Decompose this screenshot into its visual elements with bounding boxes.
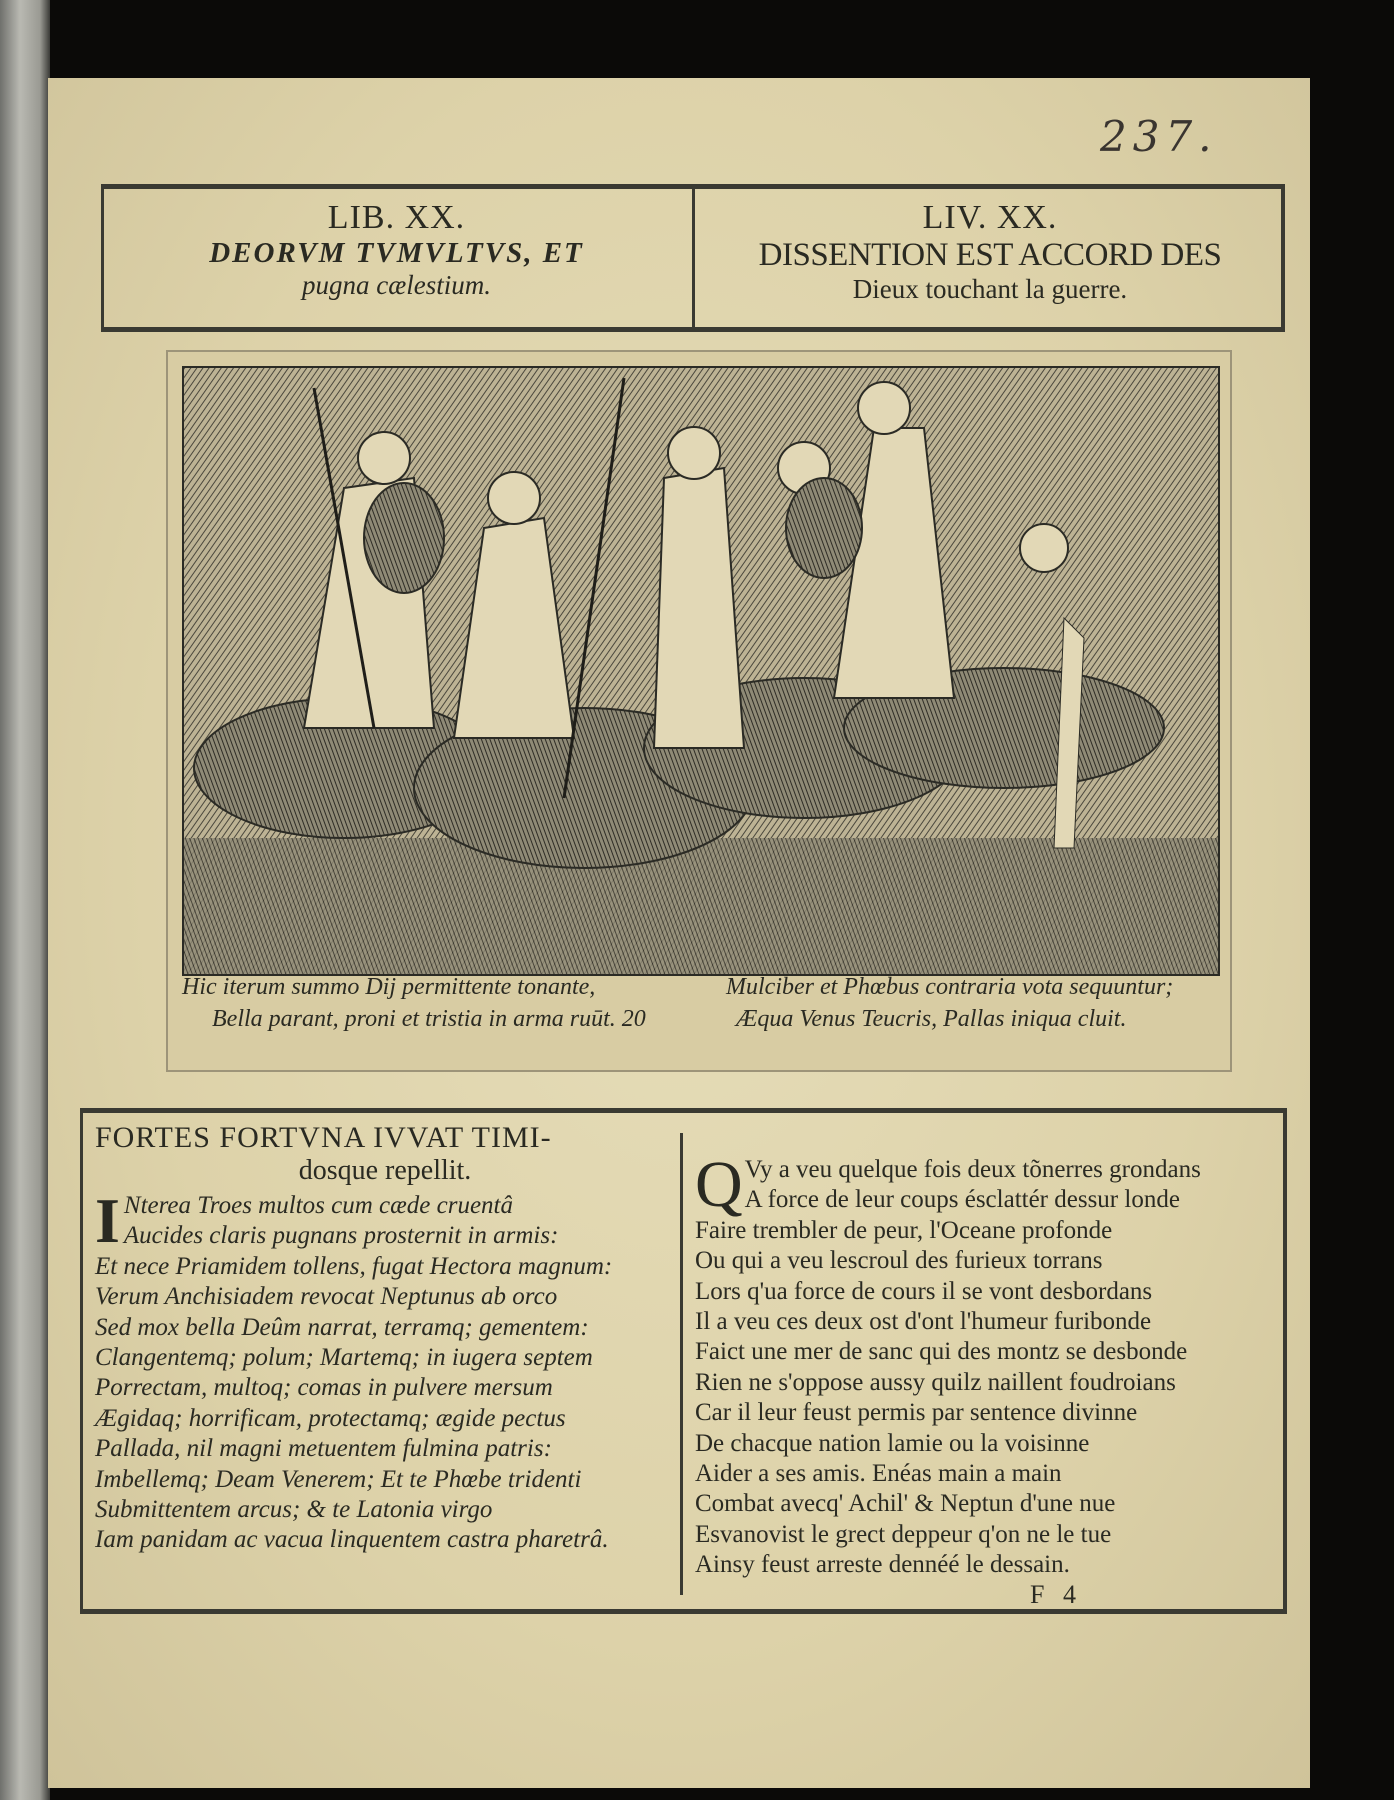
latin-line: Submittentem arcus; & te Latonia virgo bbox=[95, 1496, 493, 1524]
french-line: Combat avecq' Achil' & Neptun d'une nue bbox=[695, 1490, 1116, 1518]
latin-line: Iam panidam ac vacua linquentem castra pharetrâ. bbox=[95, 1526, 609, 1554]
french-heading bbox=[692, 189, 1285, 327]
french-line: Rien ne s'oppose aussy quilz naillent foudroians bbox=[695, 1368, 1176, 1396]
signature-mark: F 4 bbox=[1030, 1580, 1082, 1609]
french-title: DISSENTION EST ACCORD DES bbox=[758, 237, 1222, 273]
french-line: Esvanovist le grect deppeur q'on ne le tue bbox=[695, 1520, 1112, 1548]
engraving-image bbox=[182, 366, 1220, 976]
caption-left-line-1: Hic iterum summo Dij permittente tonante, bbox=[182, 974, 596, 1000]
latin-verse-column bbox=[95, 1121, 675, 1556]
caption-right-line-2: Æqua Venus Teucris, Pallas iniqua cluit. bbox=[736, 1006, 1127, 1032]
french-line: Il a veu ces deux ost d'ont l'humeur furibonde bbox=[695, 1308, 1152, 1336]
text-columns-box bbox=[80, 1108, 1287, 1614]
french-line: Aider a ses amis. Enéas main a main bbox=[695, 1460, 1062, 1488]
latin-line: Ægidaq; horrificam, protectamq; ægide pectus bbox=[95, 1404, 566, 1432]
folio-number: 237. bbox=[1100, 112, 1218, 161]
french-subtitle: Dieux touchant la guerre. bbox=[852, 274, 1128, 304]
latin-heading bbox=[104, 189, 689, 327]
caption-right-line-1: Mulciber et Phœbus contraria vota sequuntur; bbox=[726, 974, 1174, 1000]
french-verse-column bbox=[695, 1148, 1285, 1581]
latin-line: Pallada, nil magni metuentem fulmina patris: bbox=[95, 1435, 552, 1463]
french-drop-cap: Q bbox=[695, 1148, 743, 1221]
french-line: Vy a veu quelque fois deux tõnerres grondans bbox=[744, 1156, 1201, 1183]
latin-line: Sed mox bella Deûm narrat, terramq; gementem: bbox=[95, 1313, 589, 1341]
gods-battle-illustration bbox=[184, 368, 1218, 974]
latin-drop-cap: I bbox=[95, 1185, 120, 1256]
book-binding-edge bbox=[0, 0, 50, 1800]
latin-motto-line-1: FORTES FORTVNA IVVAT TIMI- bbox=[95, 1121, 552, 1154]
french-line: Faire trembler de peur, l'Oceane profonde bbox=[695, 1216, 1113, 1244]
french-line: Ou qui a veu lescroul des furieux torrans bbox=[695, 1247, 1103, 1275]
french-book-number: LIV. XX. bbox=[922, 199, 1058, 236]
latin-book-number: LIB. XX. bbox=[327, 199, 466, 236]
latin-line: Et nece Priamidem tollens, fugat Hectora magnum: bbox=[95, 1252, 613, 1280]
french-line: Car il leur feust permis par sentence divinne bbox=[695, 1399, 1138, 1427]
engraving-plate bbox=[166, 350, 1232, 1072]
latin-line: Nterea Troes multos cum cæde cruentâ bbox=[123, 1192, 513, 1219]
latin-line: Aucides claris pugnans prosternit in armis: bbox=[123, 1222, 559, 1250]
latin-motto-line-2: dosque repellit. bbox=[298, 1155, 472, 1186]
latin-line: Porrectam, multoq; comas in pulvere mersum bbox=[95, 1374, 553, 1402]
french-line: Ainsy feust arreste dennéé le dessain. bbox=[695, 1551, 1070, 1579]
caption-left-line-2: Bella parant, proni et tristia in arma ruūt. 20 bbox=[212, 1006, 646, 1032]
french-line: De chacque nation lamie ou la voisinne bbox=[695, 1429, 1090, 1457]
latin-line: Clangentemq; polum; Martemq; in iugera septem bbox=[95, 1344, 593, 1372]
chapter-header bbox=[101, 184, 1285, 332]
latin-line: Imbellemq; Deam Venerem; Et te Phœbe tridenti bbox=[95, 1465, 582, 1493]
column-divider bbox=[680, 1133, 683, 1595]
french-line: Faict une mer de sanc qui des montz se desbonde bbox=[695, 1338, 1188, 1366]
latin-subtitle: pugna cælestium. bbox=[302, 270, 491, 300]
french-line: A force de leur coups ésclattér dessur londe bbox=[744, 1186, 1180, 1214]
latin-line: Verum Anchisiadem revocat Neptunus ab orco bbox=[95, 1283, 558, 1311]
french-line: Lors q'ua force de cours il se vont desbordans bbox=[695, 1277, 1153, 1305]
latin-title: DEORVM TVMVLTVS, ET bbox=[209, 237, 584, 269]
